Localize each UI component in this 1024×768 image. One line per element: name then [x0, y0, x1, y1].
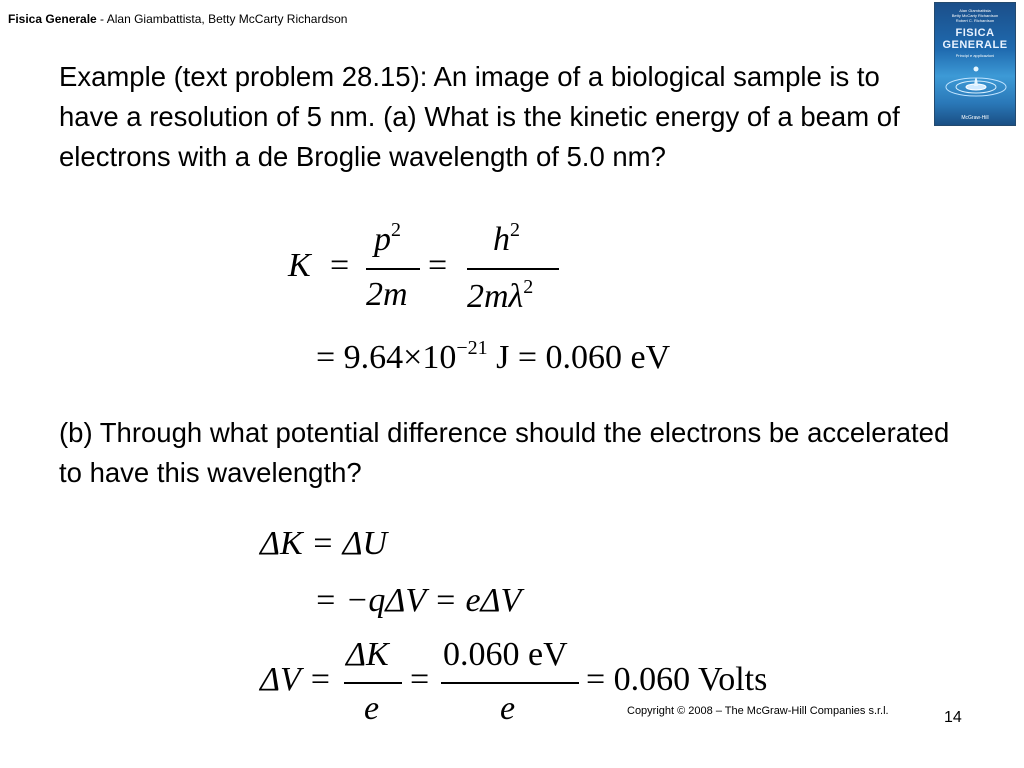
problem-part-a: Example (text problem 28.15): An image of a biological sample is to have a resolution of 5 nm. (a) What is the kinetic energy of a beam of electrons with a de Broglie wavelength of 5.0 nm? [59, 61, 900, 172]
eq5-lhs: ΔV = [260, 661, 332, 698]
eq1-denominator-2: $2m\lambda^2$ [467, 276, 534, 315]
eq5-denominator-2: e [500, 690, 516, 727]
copyright-notice: Copyright © 2008 – The McGraw-Hill Companies s.r.l. [627, 705, 889, 717]
eq1-fraction-bar-1 [366, 268, 420, 270]
cover-title-line1: FISICA [955, 27, 995, 39]
eq1-equals-2: = [428, 247, 448, 284]
cover-author-1: Alan Giambattista [959, 8, 991, 13]
eq5-rhs: = 0.060 Volts [586, 661, 768, 698]
cover-subtitle: Principi e applicazioni [955, 53, 995, 58]
eq1-fraction-bar-2 [467, 268, 559, 270]
eq1-numerator-2: $h^2$ [493, 219, 520, 258]
eq5-numerator-1: ΔK [346, 636, 389, 673]
page-number: 14 [944, 709, 962, 726]
slide-header [8, 12, 347, 26]
water-splash-illustration [943, 65, 1009, 99]
equation-delta-k: ΔK = ΔU [260, 525, 388, 562]
eq1-denominator-1: 2m [366, 276, 408, 313]
equation-energy-value: = $9.64\times 10^{-21}$ J = 0.060 eV [316, 337, 671, 376]
eq1-K: K [288, 247, 311, 284]
eq1-equals-1: = [330, 247, 350, 284]
cover-title-line2: GENERALE [942, 39, 1008, 51]
equation-potential-work: = −qΔV = eΔV [314, 582, 522, 619]
eq5-equals: = [410, 661, 430, 698]
eq1-numerator-1: $p^2$ [374, 219, 401, 258]
problem-part-b: (b) Through what potential difference should the electrons be accelerated to have this wavelength? [59, 417, 950, 488]
eq5-fraction-bar-1 [344, 682, 402, 684]
cover-author-3: Robert C. Richardson [955, 18, 995, 23]
book-cover-image [934, 2, 1016, 126]
cover-author-2: Betty McCarty Richardson [951, 13, 999, 18]
book-title: Fisica Generale [8, 12, 97, 26]
eq5-numerator-2: 0.060 eV [443, 636, 568, 673]
eq5-denominator-1: e [364, 690, 380, 727]
cover-publisher: McGraw-Hill [961, 115, 989, 121]
eq5-fraction-bar-2 [441, 682, 579, 684]
book-authors: - Alan Giambattista, Betty McCarty Richardson [96, 12, 348, 26]
